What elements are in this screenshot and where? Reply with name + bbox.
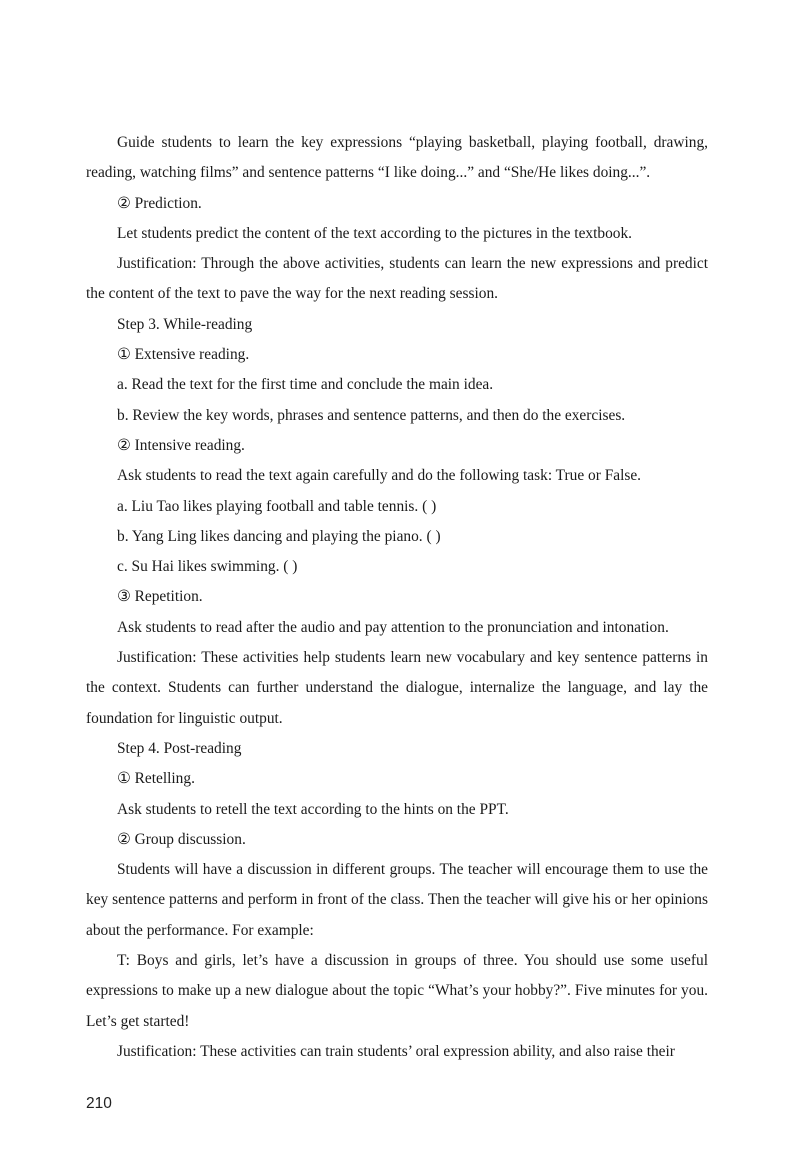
heading-extensive-reading: ① Extensive reading. [117,346,250,364]
step-3-heading: Step 3. While-reading [117,315,253,333]
list-item-b-review: b. Review the key words, phrases and sentence patterns, and then do the exercises. [117,406,626,424]
heading-prediction: ② Prediction. [117,194,202,212]
tf-item-c: c. Su Hai likes swimming. ( ) [117,558,298,576]
heading-retelling: ① Retelling. [117,770,195,788]
paragraph-group-discussion: Students will have a discussion in different groups. The teacher will encourage them to use the key sentence patterns and perform in front of the class. Then the teacher will give his or her opinions about the performance. For example: [86,861,708,939]
tf-item-b: b. Yang Ling likes dancing and playing the piano. ( ) [117,527,441,545]
paragraph-justification-2: Justification: These activities help students learn new vocabulary and key sentence patterns in the context. Students can further understand the dialogue, internalize the language, and lay the foundation for linguistic output. [86,649,708,727]
paragraph-true-false-task: Ask students to read the text again carefully and do the following task: True or False. [117,467,642,485]
page-number: 210 [86,1095,112,1112]
paragraph-teacher-example: T: Boys and girls, let’s have a discussion in groups of three. You should use some useful expressions to make up a new dialogue about the topic “What’s your hobby?”. Five minutes for you. Let’s get started! [86,952,708,1030]
list-item-a-main-idea: a. Read the text for the first time and conclude the main idea. [117,376,494,394]
heading-group-discussion: ② Group discussion. [117,830,246,848]
paragraph-justification-3: Justification: These activities can train students’ oral expression ability, and also raise their [117,1042,675,1060]
paragraph-justification-1: Justification: Through the above activities, students can learn the new expressions and predict the content of the text to pave the way for the next reading session. [86,255,708,303]
step-4-heading: Step 4. Post-reading [117,739,242,757]
tf-item-a: a. Liu Tao likes playing football and table tennis. ( ) [117,497,437,515]
paragraph-key-expressions: Guide students to learn the key expressions “playing basketball, playing football, drawing, reading, watching films” and sentence patterns “I like doing...” and “She/He likes doing...”. [86,134,708,182]
paragraph-predict: Let students predict the content of the text according to the pictures in the textbook. [117,224,633,242]
heading-intensive-reading: ② Intensive reading. [117,436,245,454]
page-body [86,128,708,1067]
heading-repetition: ③ Repetition. [117,588,203,606]
paragraph-read-after-audio: Ask students to read after the audio and pay attention to the pronunciation and intonation. [117,618,669,636]
paragraph-retell: Ask students to retell the text according to the hints on the PPT. [117,800,509,818]
